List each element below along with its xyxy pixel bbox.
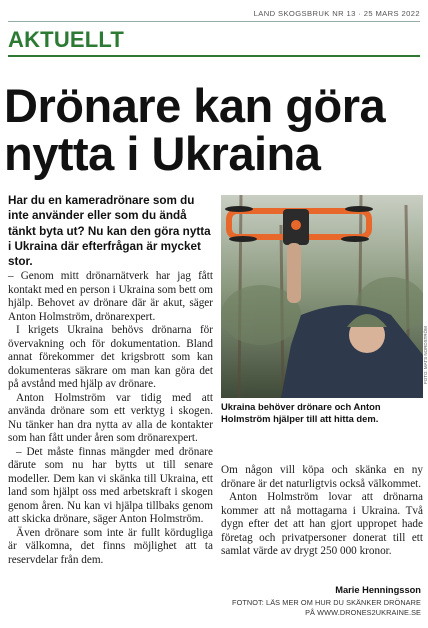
- masthead: LAND SKOGSBRUK NR 13 · 25 MARS 2022: [253, 9, 420, 18]
- drone-photo-illustration: [221, 195, 423, 398]
- body-paragraph: – Det måste finnas mängder med drönare därute som nu har bytts ut till senare modeller. Dem kan vi skänka till Ukraina, ett land som hjälpt oss med arbetskraft i skogen genom åren. Nu kan vi hjälpa tillbaks genom att skicka drönare, säger Anton Holmström.: [8, 445, 213, 525]
- svg-text:FOTO: MATS NORDSTRÖM: FOTO: MATS NORDSTRÖM: [423, 326, 428, 384]
- body-paragraph: Även drönare som inte är fullt kördugliga är välkomna, det finns möjlighet att ta reservdelar från dem.: [8, 526, 213, 566]
- section-label: AKTUELLT: [8, 27, 125, 52]
- body-paragraph: Anton Holmström lovar att drönarna kommer att nå mottagarna i Ukraina. Två dygn efter det att han gjort uppropet hade företag och privatpersoner donerat till ett samlat värde av drygt 250 000 kronor.: [221, 491, 423, 557]
- photo-caption: Ukraina behöver drönare och Anton Holmström hjälper till att hitta dem.: [221, 401, 381, 424]
- body-column-2: [221, 464, 423, 559]
- headline: Drönare kan göra nytta i Ukraina: [4, 79, 386, 180]
- body-paragraph: I krigets Ukraina behövs drönarna för övervakning och för dokumentation. Bland annat förekommer det krigsbrott som kan dokumenteras säkrare om man kan göra det på avstånd med hjälp av drönare.: [8, 324, 213, 390]
- body-paragraph: – Genom mitt drönarnätverk har jag fått kontakt med en person i Ukraina som bett om hjälp. Behovet av drönare där är akut, säger Anton Holmström, drönarexpert.: [8, 270, 213, 323]
- footnote-link[interactable]: PÅ WWW.DRONES2UKRAINE.SE: [305, 608, 421, 617]
- top-rule: [8, 21, 420, 22]
- lead-paragraph: Har du en kameradrönare som du inte använder eller som du ändå tänkt byta ut? Nu kan den göra nytta i Ukraina där efterfrågan är mycket stor.: [8, 194, 211, 269]
- footnote: [221, 598, 421, 618]
- article-photo: [221, 195, 423, 398]
- section-rule: [8, 55, 420, 57]
- photo-credit: [423, 224, 428, 384]
- body-paragraph: Anton Holmström var tidig med att använda drönare som ett verktyg i skogen. Nu tänker han dra nytta av alla de kontakter som han fått under åren som drönarexpert.: [8, 391, 213, 444]
- author-byline: Marie Henningsson: [335, 585, 421, 595]
- body-column-1: [8, 270, 213, 567]
- footnote-line: FOTNOT: LÄS MER OM HUR DU SKÄNKER DRÖNARE: [232, 598, 421, 607]
- body-paragraph: Om någon vill köpa och skänka en ny drönare är det naturligtvis också välkommet.: [221, 464, 423, 490]
